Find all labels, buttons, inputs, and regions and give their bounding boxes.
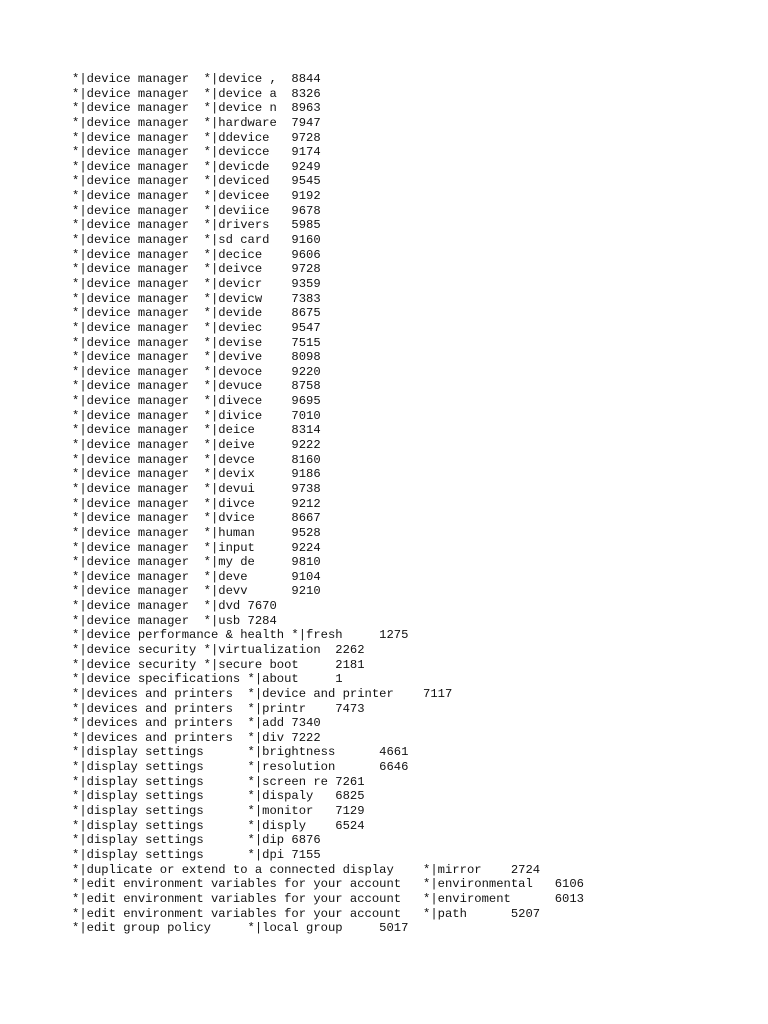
text-line: *|edit environment variables for your account *|environmental 6106 — [72, 877, 584, 892]
text-line: *|device manager *|devoce 9220 — [72, 364, 321, 379]
document-page — [72, 72, 752, 936]
text-line: *|device manager *|devicce 9174 — [72, 145, 321, 160]
text-line: *|device manager *|devv 9210 — [72, 584, 321, 599]
text-line: *|device manager *|devuce 8758 — [72, 379, 321, 394]
text-line: *|device manager *|device , 8844 — [72, 72, 321, 86]
text-line: *|device manager *|divece 9695 — [72, 394, 321, 409]
text-line: *|display settings *|dispaly 6825 — [72, 789, 365, 804]
text-line: *|device manager *|deve 9104 — [72, 569, 321, 584]
text-line: *|display settings *|brightness 4661 — [72, 745, 409, 760]
text-line: *|devices and printers *|add 7340 — [72, 716, 321, 731]
text-line: *|device manager *|sd card 9160 — [72, 233, 321, 248]
text-line: *|display settings *|dpi 7155 — [72, 847, 321, 862]
text-line: *|device manager *|deviec 9547 — [72, 320, 321, 335]
text-line: *|device security *|secure boot 2181 — [72, 657, 365, 672]
text-line: *|display settings *|screen re 7261 — [72, 774, 365, 789]
text-line: *|device manager *|deice 8314 — [72, 423, 321, 438]
text-line: *|device manager *|ddevice 9728 — [72, 130, 321, 145]
text-line: *|device manager *|deivce 9728 — [72, 262, 321, 277]
text-line: *|edit group policy *|local group 5017 — [72, 921, 409, 936]
text-line: *|device manager *|dvice 8667 — [72, 511, 321, 526]
text-line: *|display settings *|dip 6876 — [72, 833, 321, 848]
text-line: *|device manager *|device a 8326 — [72, 86, 321, 101]
text-line: *|device manager *|devix 9186 — [72, 467, 321, 482]
text-line: *|device manager *|devicee 9192 — [72, 189, 321, 204]
text-line: *|device manager *|human 9528 — [72, 525, 321, 540]
text-line: *|device security *|virtualization 2262 — [72, 642, 365, 657]
text-line: *|device performance & health *|fresh 1275 — [72, 628, 409, 643]
text-line: *|edit environment variables for your account *|enviroment 6013 — [72, 891, 584, 906]
text-line: *|device manager *|devive 8098 — [72, 350, 321, 365]
text-line: *|device manager *|my de 9810 — [72, 555, 321, 570]
text-line: *|edit environment variables for your account *|path 5207 — [72, 906, 541, 921]
text-line: *|device manager *|devce 8160 — [72, 452, 321, 467]
text-line: *|device manager *|input 9224 — [72, 540, 321, 555]
text-line: *|device manager *|devui 9738 — [72, 481, 321, 496]
text-line: *|display settings *|disply 6524 — [72, 818, 365, 833]
text-line: *|device specifications *|about 1 — [72, 672, 343, 687]
text-line: *|duplicate or extend to a connected display *|mirror 2724 — [72, 862, 541, 877]
text-line: *|device manager *|device n 8963 — [72, 101, 321, 116]
text-line: *|devices and printers *|printr 7473 — [72, 701, 365, 716]
text-line: *|devices and printers *|device and printer 7117 — [72, 686, 453, 701]
text-line: *|device manager *|divce 9212 — [72, 496, 321, 511]
text-line: *|device manager *|devicr 9359 — [72, 276, 321, 291]
text-line: *|device manager *|decice 9606 — [72, 247, 321, 262]
text-line: *|device manager *|divice 7010 — [72, 408, 321, 423]
text-line: *|device manager *|drivers 5985 — [72, 218, 321, 233]
text-line: *|display settings *|resolution 6646 — [72, 760, 409, 775]
text-line: *|devices and printers *|div 7222 — [72, 730, 321, 745]
text-line: *|device manager *|devide 8675 — [72, 306, 321, 321]
text-line: *|device manager *|devicde 9249 — [72, 159, 321, 174]
text-line: *|device manager *|deviced 9545 — [72, 174, 321, 189]
text-line: *|display settings *|monitor 7129 — [72, 804, 365, 819]
text-line: *|device manager *|deive 9222 — [72, 438, 321, 453]
text-line: *|device manager *|usb 7284 — [72, 613, 277, 628]
text-line: *|device manager *|dvd 7670 — [72, 599, 277, 614]
text-line: *|device manager *|devicw 7383 — [72, 291, 321, 306]
text-line: *|device manager *|deviice 9678 — [72, 203, 321, 218]
text-line: *|device manager *|devise 7515 — [72, 335, 321, 350]
text-line: *|device manager *|hardware 7947 — [72, 115, 321, 130]
